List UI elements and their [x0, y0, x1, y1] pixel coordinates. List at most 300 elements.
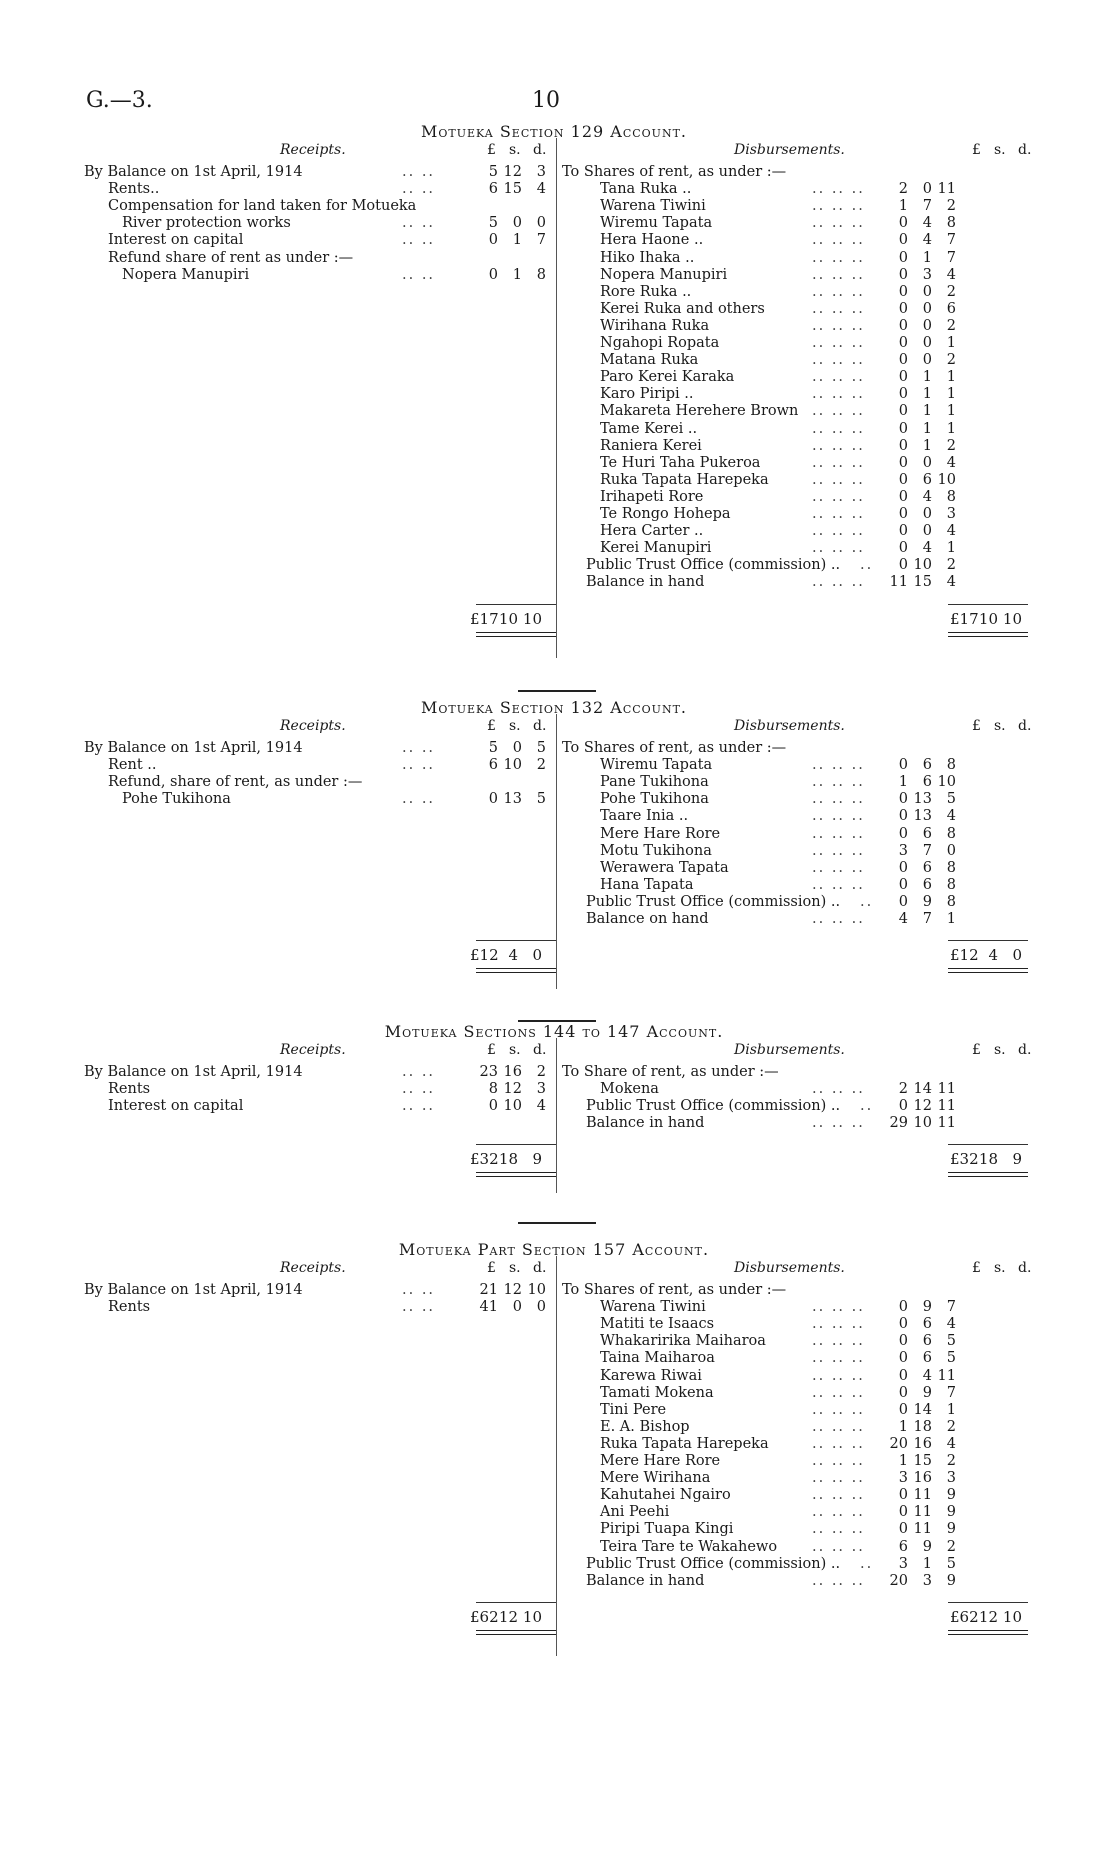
amount-pence: 4 — [536, 181, 546, 198]
amount-shillings: 9 — [922, 1538, 932, 1555]
disbursement-amount — [884, 1436, 956, 1453]
leader-dots: .. .. .. — [812, 1572, 865, 1589]
amount-shillings: 7 — [922, 842, 932, 859]
amount-shillings: 4 — [508, 946, 518, 965]
receipt-label: River protection works — [122, 215, 291, 232]
disbursement-row — [562, 232, 1022, 249]
disbursement-row — [562, 164, 1022, 181]
amount-shillings: 6 — [922, 1316, 932, 1333]
disbursement-label: Balance in hand — [586, 1572, 705, 1589]
disbursement-amount — [884, 911, 956, 928]
amount-pounds: 0 — [488, 1098, 498, 1115]
disbursement-amount — [884, 250, 956, 267]
receipt-amount — [474, 1282, 546, 1299]
amount-pence: 7 — [946, 1299, 956, 1316]
leader-dots: .. .. .. — [812, 842, 865, 859]
amount-shillings: 6 — [922, 859, 932, 876]
amount-pounds: 6 — [488, 181, 498, 198]
disbursement-label: Rore Ruka .. — [600, 283, 692, 300]
amount-pence: 3 — [946, 506, 956, 522]
amount-pence: 10 — [522, 1607, 542, 1626]
amount-pounds: 4 — [898, 911, 908, 927]
disbursement-label: Ngahopi Ropata — [600, 335, 720, 351]
disbursement-amount — [884, 757, 956, 774]
amount-pence: 5 — [536, 791, 546, 808]
amount-shillings: 18 — [978, 1150, 998, 1169]
disbursements-money-head-pounds: £ — [972, 142, 981, 158]
amount-pounds: 0 — [898, 1333, 908, 1350]
amount-pounds: £17 — [470, 609, 499, 628]
receipts-money-head-pence: d. — [533, 1260, 547, 1276]
disbursement-row — [562, 438, 1022, 455]
amount-pounds: 0 — [898, 757, 908, 774]
leader-dots: .. .. — [402, 740, 436, 756]
amount-pounds: 21 — [479, 1282, 498, 1298]
disbursement-label: Paro Kerei Karaka — [600, 369, 735, 386]
leader-dots: .. .. .. — [812, 540, 865, 557]
amount-pounds: 0 — [898, 386, 908, 403]
amount-pounds: 5 — [488, 215, 498, 232]
amount-pounds: £17 — [950, 609, 979, 628]
amount-shillings: 6 — [922, 757, 932, 774]
disbursement-label: Pane Tukihona — [600, 774, 709, 791]
amount-shillings: 16 — [913, 1470, 932, 1487]
amount-pounds: 0 — [898, 791, 908, 808]
disbursement-amount — [884, 352, 956, 369]
receipts-heading: Receipts. — [280, 718, 346, 734]
amount-pence: 6 — [946, 300, 956, 317]
disbursement-row — [562, 455, 1022, 472]
disbursements-money-head-pounds: £ — [972, 1042, 981, 1058]
amount-shillings: 0 — [512, 1299, 522, 1316]
amount-pence: 3 — [946, 1470, 956, 1487]
receipt-label: Refund share of rent as under :— — [108, 249, 354, 266]
receipts-money-head-shillings: s. — [509, 1042, 521, 1058]
disbursement-row — [562, 791, 1022, 808]
amount-pounds: 20 — [889, 1435, 908, 1452]
disbursement-label: Tame Kerei .. — [600, 420, 698, 437]
disbursements-heading: Disbursements. — [734, 1260, 845, 1276]
amount-pence: 5 — [946, 1333, 956, 1350]
disbursement-label: Makareta Herehere Brown — [600, 403, 799, 420]
leader-dots: .. .. .. — [812, 523, 865, 540]
receipts-money-head-shillings: s. — [509, 1260, 521, 1276]
amount-pounds: 0 — [898, 1384, 908, 1401]
disbursement-amount — [884, 335, 956, 352]
disbursement-label: Hera Haone .. — [600, 232, 704, 249]
disbursement-row — [562, 877, 1022, 894]
disbursement-row — [562, 1573, 1022, 1590]
receipt-row — [84, 1081, 554, 1098]
amount-pounds: 0 — [898, 893, 908, 910]
amount-pence: 8 — [946, 859, 956, 876]
amount-shillings: 16 — [503, 1064, 522, 1080]
amount-pounds: 0 — [488, 791, 498, 808]
disbursement-label: Irihapeti Rore — [600, 488, 704, 505]
amount-pounds: 6 — [898, 1538, 908, 1555]
amount-shillings: 0 — [922, 317, 932, 334]
leader-dots: .. .. .. — [812, 232, 865, 249]
amount-pounds: 3 — [898, 1470, 908, 1487]
disbursement-row — [562, 1436, 1022, 1453]
amount-shillings: 15 — [913, 1453, 932, 1469]
disbursement-row — [562, 1402, 1022, 1419]
amount-pounds: £12 — [950, 946, 979, 965]
disbursement-amount — [884, 369, 956, 386]
disbursement-amount — [884, 791, 956, 808]
disbursement-label: Piripi Tuapa Kingi — [600, 1521, 734, 1538]
amount-pounds: 0 — [898, 352, 908, 369]
leader-dots: .. .. .. — [812, 1384, 865, 1401]
disbursement-label: Warena Tiwini — [600, 1299, 706, 1316]
amount-pence: 10 — [937, 774, 956, 791]
leader-dots: .. .. .. — [812, 369, 865, 386]
amount-pounds: 0 — [898, 1487, 908, 1504]
leader-dots: .. .. .. — [812, 911, 865, 927]
receipt-label: Refund, share of rent, as under :— — [108, 774, 363, 791]
amount-pounds: 0 — [898, 369, 908, 386]
disbursement-label: To Shares of rent, as under :— — [562, 164, 787, 180]
receipt-label: By Balance on 1st April, 1914 — [84, 164, 303, 180]
double-rule — [948, 968, 1028, 973]
disbursement-row — [562, 369, 1022, 386]
leader-dots: .. .. .. — [812, 1521, 865, 1538]
amount-shillings: 14 — [913, 1401, 932, 1418]
receipt-label: Compensation for land taken for Motueka — [108, 198, 417, 215]
receipt-row — [84, 232, 554, 249]
amount-pence: 0 — [536, 215, 546, 232]
amount-pence: 8 — [946, 757, 956, 774]
amount-shillings: 7 — [922, 911, 932, 927]
amount-shillings: 1 — [922, 249, 932, 266]
amount-shillings: 1 — [512, 232, 522, 249]
amount-shillings: 7 — [922, 198, 932, 215]
amount-pounds: 0 — [898, 1350, 908, 1367]
receipt-amount — [474, 164, 546, 181]
amount-pence: 4 — [946, 523, 956, 540]
disbursements-money-head-shillings: s. — [994, 718, 1006, 734]
receipts-total — [470, 1150, 542, 1168]
amount-shillings: 15 — [503, 181, 522, 198]
amount-shillings: 0 — [922, 300, 932, 317]
disbursement-label: Taina Maiharoa — [600, 1350, 715, 1367]
amount-pounds: £12 — [470, 946, 499, 965]
double-rule — [948, 1630, 1028, 1635]
receipt-amount — [474, 232, 546, 249]
disbursement-amount — [884, 540, 956, 557]
disbursement-row — [562, 489, 1022, 506]
amount-pence: 5 — [536, 740, 546, 756]
amount-pounds: £32 — [950, 1150, 979, 1169]
disbursement-row — [562, 911, 1022, 928]
amount-pence: 8 — [946, 825, 956, 842]
amount-pounds: 0 — [898, 454, 908, 471]
leader-dots: .. .. — [402, 215, 436, 232]
disbursement-row — [562, 318, 1022, 335]
disbursements-money-head-shillings: s. — [994, 1042, 1006, 1058]
leader-dots: .. .. .. — [812, 386, 865, 403]
receipt-row — [84, 1282, 554, 1299]
disbursement-row — [562, 1504, 1022, 1521]
amount-pence: 8 — [946, 876, 956, 893]
amount-pence: 9 — [946, 1504, 956, 1521]
disbursement-amount — [884, 808, 956, 825]
amount-pence: 4 — [946, 454, 956, 471]
amount-pence: 9 — [532, 1150, 542, 1169]
double-rule — [476, 1630, 556, 1635]
column-separator — [556, 138, 557, 658]
amount-shillings: 1 — [922, 1555, 932, 1572]
receipt-label: Rents — [108, 1299, 151, 1316]
receipt-row — [84, 740, 554, 757]
amount-pence: 9 — [946, 1572, 956, 1589]
receipts-money-head-pounds: £ — [487, 718, 496, 734]
disbursement-amount — [884, 1419, 956, 1436]
disbursement-amount — [884, 1115, 956, 1132]
receipt-row — [84, 164, 554, 181]
amount-shillings: 6 — [922, 876, 932, 893]
amount-shillings: 15 — [913, 574, 932, 591]
leader-dots: .. .. .. — [812, 1418, 865, 1435]
disbursement-amount — [884, 181, 956, 198]
leader-dots: .. .. .. — [812, 506, 865, 522]
disbursement-row — [562, 1419, 1022, 1436]
amount-pounds: 0 — [898, 1521, 908, 1538]
disbursement-amount — [884, 1081, 956, 1098]
leader-dots: .. .. — [402, 1282, 436, 1298]
amount-pounds: 0 — [898, 266, 908, 283]
disbursement-label: Public Trust Office (commission) .. — [586, 1098, 841, 1115]
disbursement-label: Wiremu Tapata — [600, 215, 713, 232]
amount-pence: 1 — [946, 369, 956, 386]
disbursement-label: Kahutahei Ngairo — [600, 1487, 731, 1504]
amount-pounds: 41 — [479, 1299, 498, 1316]
amount-pounds: 1 — [898, 1418, 908, 1435]
leader-dots: .. .. .. — [812, 249, 865, 266]
disbursement-label: E. A. Bishop — [600, 1418, 690, 1435]
leader-dots: .. .. .. — [812, 1316, 865, 1333]
disbursement-row — [562, 301, 1022, 318]
disbursement-label: Balance in hand — [586, 574, 705, 591]
leader-dots: .. .. .. — [812, 1435, 865, 1452]
disbursement-row — [562, 1385, 1022, 1402]
disbursement-amount — [884, 489, 956, 506]
leader-dots: .. .. .. — [812, 1367, 865, 1384]
receipt-amount — [474, 267, 546, 284]
receipt-row — [84, 250, 554, 267]
receipts-money-head-pounds: £ — [487, 1042, 496, 1058]
amount-pence: 2 — [946, 1453, 956, 1469]
leader-dots: .. — [860, 1098, 874, 1115]
leader-dots: .. .. .. — [812, 1081, 865, 1098]
amount-pounds: 0 — [898, 317, 908, 334]
account-block — [84, 1022, 1032, 1257]
disbursement-row — [562, 1539, 1022, 1556]
amount-pence: 9 — [946, 1487, 956, 1504]
amount-pence: 11 — [937, 1081, 956, 1098]
disbursement-label: Mokena — [600, 1081, 659, 1098]
disbursements-total — [950, 1150, 1022, 1168]
amount-shillings: 16 — [913, 1435, 932, 1452]
account-block — [84, 1240, 1032, 1720]
disbursement-amount — [884, 1368, 956, 1385]
disbursements-heading: Disbursements. — [734, 142, 845, 158]
amount-pence: 9 — [1012, 1150, 1022, 1169]
disbursements-money-head-pence: d. — [1018, 1042, 1032, 1058]
receipts-money-head-pounds: £ — [487, 1260, 496, 1276]
amount-pence: 11 — [937, 1098, 956, 1115]
disbursement-amount — [884, 472, 956, 489]
disbursement-row — [562, 386, 1022, 403]
leader-dots: .. .. .. — [812, 791, 865, 808]
receipt-amount — [474, 215, 546, 232]
amount-shillings: 10 — [503, 757, 522, 774]
amount-pence: 8 — [946, 893, 956, 910]
amount-pounds: 0 — [898, 232, 908, 249]
disbursement-label: Nopera Manupiri — [600, 266, 728, 283]
leader-dots: .. .. — [402, 1299, 436, 1316]
amount-shillings: 12 — [978, 1607, 998, 1626]
disbursements-total — [950, 1608, 1022, 1626]
amount-shillings: 9 — [922, 1384, 932, 1401]
disbursement-label: Hiko Ihaka .. — [600, 249, 695, 266]
amount-pence: 1 — [946, 420, 956, 437]
receipts-total — [470, 1608, 542, 1626]
disbursements-money-head-pence: d. — [1018, 142, 1032, 158]
leader-dots: .. .. .. — [812, 283, 865, 300]
leader-dots: .. .. .. — [812, 317, 865, 334]
column-separator — [556, 1038, 557, 1193]
amount-pence: 7 — [946, 249, 956, 266]
leader-dots: .. .. .. — [812, 1299, 865, 1316]
leader-dots: .. .. .. — [812, 352, 865, 369]
amount-pence: 4 — [946, 1316, 956, 1333]
receipt-label: Rent .. — [108, 757, 157, 774]
disbursement-label: Motu Tukihona — [600, 842, 712, 859]
leader-dots: .. .. .. — [812, 774, 865, 791]
receipt-row — [84, 791, 554, 808]
amount-shillings: 13 — [913, 791, 932, 808]
disbursement-row — [562, 1350, 1022, 1367]
amount-pounds: 0 — [898, 1299, 908, 1316]
amount-pence: 2 — [946, 1538, 956, 1555]
disbursement-row — [562, 1282, 1022, 1299]
total-rule — [948, 1602, 1028, 1603]
amount-shillings: 12 — [503, 1081, 522, 1098]
receipt-amount — [474, 1098, 546, 1115]
amount-shillings: 6 — [922, 1333, 932, 1350]
amount-pounds: 1 — [898, 1453, 908, 1469]
leader-dots: .. .. .. — [812, 876, 865, 893]
leader-dots: .. .. — [402, 1098, 436, 1115]
account-title: Motueka Sections 144 to 147 Account. — [384, 1022, 724, 1041]
receipts-money-head-shillings: s. — [509, 718, 521, 734]
amount-shillings: 3 — [922, 266, 932, 283]
amount-shillings: 11 — [913, 1504, 932, 1521]
disbursement-label: Matiti te Isaacs — [600, 1316, 715, 1333]
disbursement-row — [562, 1368, 1022, 1385]
amount-pounds: 1 — [898, 774, 908, 791]
amount-shillings: 0 — [922, 283, 932, 300]
column-separator — [556, 1256, 557, 1656]
amount-pounds: £62 — [950, 1607, 979, 1626]
leader-dots: .. .. .. — [812, 266, 865, 283]
receipt-label: Rents.. — [108, 181, 160, 198]
amount-pence: 9 — [946, 1521, 956, 1538]
disbursements-total — [950, 946, 1022, 964]
leader-dots: .. .. — [402, 1064, 436, 1080]
double-rule — [948, 632, 1028, 637]
disbursement-row — [562, 215, 1022, 232]
disbursements-heading: Disbursements. — [734, 718, 845, 734]
disbursement-amount — [884, 523, 956, 540]
amount-shillings: 9 — [922, 1299, 932, 1316]
disbursement-row — [562, 1333, 1022, 1350]
leader-dots: .. .. .. — [812, 215, 865, 232]
disbursement-row — [562, 574, 1022, 591]
disbursement-row — [562, 250, 1022, 267]
leader-dots: .. .. .. — [812, 1453, 865, 1469]
account-title: Motueka Section 132 Account. — [420, 698, 687, 717]
disbursement-row — [562, 523, 1022, 540]
receipts-total — [470, 610, 542, 628]
disbursements-money-head-pounds: £ — [972, 718, 981, 734]
disbursement-label: To Share of rent, as under :— — [562, 1064, 779, 1080]
disbursement-row — [562, 1556, 1022, 1573]
disbursement-label: Werawera Tapata — [600, 859, 729, 876]
leader-dots: .. .. .. — [812, 437, 865, 454]
disbursement-label: Wirihana Ruka — [600, 317, 710, 334]
amount-shillings: 14 — [913, 1081, 932, 1098]
disbursement-amount — [884, 232, 956, 249]
receipt-label: By Balance on 1st April, 1914 — [84, 740, 303, 756]
amount-pence: 2 — [946, 1418, 956, 1435]
amount-pounds: 0 — [898, 488, 908, 505]
disbursement-amount — [884, 1402, 956, 1419]
amount-shillings: 0 — [922, 335, 932, 351]
amount-shillings: 6 — [922, 774, 932, 791]
amount-pounds: 29 — [889, 1115, 908, 1132]
disbursement-amount — [884, 301, 956, 318]
disbursement-row — [562, 826, 1022, 843]
receipts-total — [470, 946, 542, 964]
amount-pence: 2 — [946, 437, 956, 454]
leader-dots: .. .. .. — [812, 471, 865, 488]
amount-pounds: 0 — [898, 859, 908, 876]
leader-dots: .. .. .. — [812, 1401, 865, 1418]
amount-shillings: 4 — [922, 232, 932, 249]
disbursement-label: Balance on hand — [586, 911, 709, 927]
leader-dots: .. .. .. — [812, 403, 865, 420]
total-rule — [476, 604, 556, 605]
receipt-amount — [474, 791, 546, 808]
disbursement-row — [562, 808, 1022, 825]
leader-dots: .. .. .. — [812, 488, 865, 505]
disbursement-label: Pohe Tukihona — [600, 791, 709, 808]
disbursement-row — [562, 421, 1022, 438]
disbursement-amount — [884, 1504, 956, 1521]
disbursement-amount — [884, 1487, 956, 1504]
amount-pounds: 23 — [479, 1064, 498, 1080]
receipt-row — [84, 1098, 554, 1115]
amount-shillings: 1 — [922, 403, 932, 420]
receipt-label: By Balance on 1st April, 1914 — [84, 1064, 303, 1080]
receipts-money-head-pounds: £ — [487, 142, 496, 158]
amount-shillings: 6 — [922, 1350, 932, 1367]
amount-pence: 8 — [946, 488, 956, 505]
disbursement-label: Te Huri Taha Pukeroa — [600, 454, 761, 471]
double-rule — [476, 968, 556, 973]
